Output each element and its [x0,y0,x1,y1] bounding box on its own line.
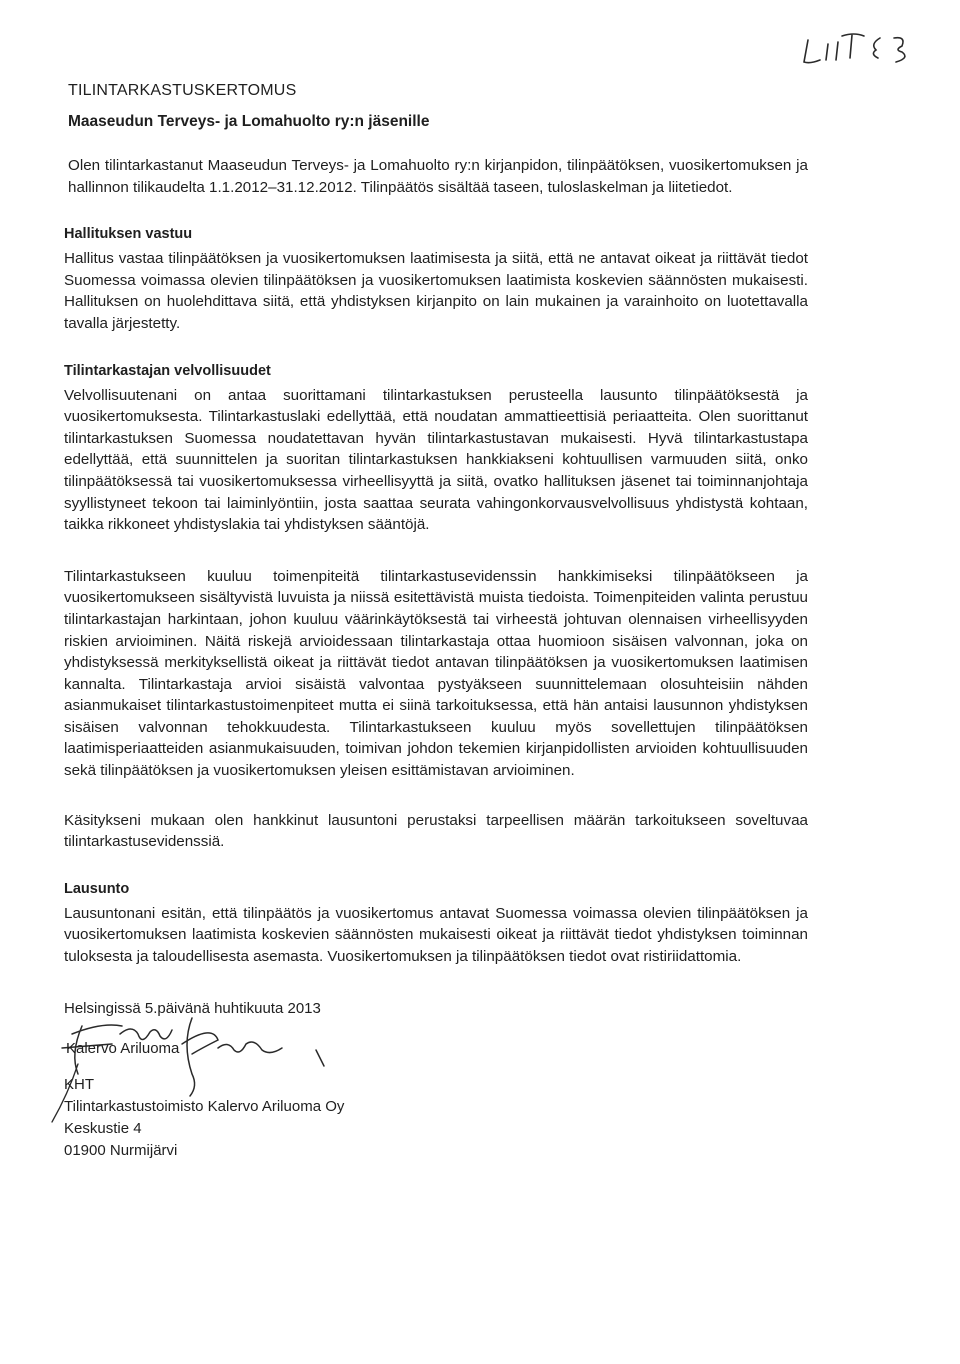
handwritten-signature [42,1004,382,1124]
document-title: TILINTARKASTUSKERTOMUS [68,82,297,99]
signer-title: KHT [64,1075,94,1093]
handwritten-annotation [790,22,920,72]
document-addressee: Maaseudun Terveys- ja Lomahuolto ry:n jäsenille [68,113,430,130]
paragraph-tilintarkastajan-velvollisuudet: Velvollisuutenani on antaa suorittamani tilintarkastuksen perusteella lausunto tilinpäätöksestä ja vuosikertomuksesta. Tilintarkastuslaki edellyttää, että noudatan ammattieettisiä periaatteita. Olen suorittanut tilintarkastuksen Suomessa noudatettavan hyvän tilintarkastustavan mukaisesti. Hyvä tilintarkastustapa edellyttää, että suunnittelen ja suoritan tilintarkastuksen hankkiakseni kohtuullisen varmuuden siitä, onko tilinpäätöksessä tai vuosikertomuksessa virheellisyyttä ja siitä, ovatko hallituksen jäsenet tai toiminnanjohtaja syyllistyneet tekoon tai laiminlyöntiin, josta saattaa seurata vahingonkorvausvelvollisuus yhdistystä kohtaan, taikka rikkoneet yhdistyslakia tai yhdistyksen sääntöjä. [64,386,808,534]
paragraph-hallituksen-vastuu: Hallitus vastaa tilinpäätöksen ja vuosikertomuksen laatimisesta ja siitä, että ne antavat oikeat ja riittävät tiedot Suomessa voimassa olevien tilinpäätöksen ja vuosikertomuksen laatimista koskevien säännösten mukaisesti. Hallituksen on huolehdittava siitä, että yhdistyksen kirjanpito on lain mukainen ja varainhoito on luotettavalla tavalla järjestetty. [64,250,808,332]
signer-street-address: Keskustie 4 [64,1119,142,1137]
signature-area [64,1028,404,1074]
signer-company: Tilintarkastustoimisto Kalervo Ariluoma Oy [64,1097,345,1115]
intro-paragraph: Olen tilintarkastanut Maaseudun Terveys- ja Lomahuolto ry:n kirjanpidon, tilinpäätöksen, vuosikertomuksen ja hallinnon tilikaudelta 1.1.2012–31.12.2012. Tilinpäätös sisältää taseen, tuloslaskelman ja liitetiedot. [68,157,808,196]
paragraph-lausunto: Lausuntonani esitän, että tilinpäätös ja vuosikertomus antavat Suomessa voimassa olevien tilinpäätöksen ja vuosikertomuksen laatimista koskevien säännösten mukaisesti oikeat ja riittävät tiedot yhdistyksen toiminnan tuloksesta ja taloudellisesta asemasta. Vuosikertomuksen ja tilinpäätöksen tiedot ovat ristiriidattomia. [64,904,808,966]
paragraph-toimenpiteet: Tilintarkastukseen kuuluu toimenpiteitä tilintarkastusevidenssin hankkimiseksi tilinpäätökseen ja vuosikertomukseen sisältyvistä luvuista ja niissä esitettävistä muista tiedoista. Toimenpiteiden valinta perustuu tilintarkastajan harkintaan, johon kuuluu väärinkäytöksestä tai virheestä johtuvan olennaisen virheellisyyden riskien arvioiminen. Näitä riskejä arvioidessaan tilintarkastaja ottaa huomioon sisäisen valvonnan, joka on yhdistyksessä merkityksellistä oikeat ja riittävät tiedot antavan tilinpäätöksen ja vuosikertomuksen laatimisen kannalta. Tilintarkastaja arvioi sisäistä valvontaa pystyäkseen suunnittelemaan olosuhteisiin nähden asianmukaiset tilintarkastustoimenpiteet mutta ei siinä tarkoituksessa, että hän antaisi lausunnon yhdistyksen sisäisen valvonnan tehokkuudesta. Tilintarkastukseen kuuluu myös sovellettujen tilinpäätöksen laatimisperiaatteiden asianmukaisuuden, toimivan johdon tekemien kirjanpidollisten arvioiden kohtuullisuuden sekä tilinpäätöksen ja vuosikertomuksen yleisen esittämistavan arvioiminen. [64,567,808,780]
place-and-date: Helsingissä 5.päivänä huhtikuuta 2013 [64,999,321,1017]
audit-report [64,82,808,1162]
paragraph-kasitys: Käsitykseni mukaan olen hankkinut lausuntoni perustaksi tarpeellisen määrän tarkoitukseen soveltuvaa tilintarkastusevidenssiä. [64,811,808,851]
signer-postal-address: 01900 Nurmijärvi [64,1141,178,1159]
signer-name: Kalervo Ariluoma [66,1039,180,1057]
section-heading-lausunto: Lausunto [64,880,130,897]
signature-block [64,998,808,1162]
section-heading-hallituksen-vastuu: Hallituksen vastuu [64,226,193,243]
section-heading-tilintarkastajan-velvollisuudet: Tilintarkastajan velvollisuudet [64,362,271,379]
